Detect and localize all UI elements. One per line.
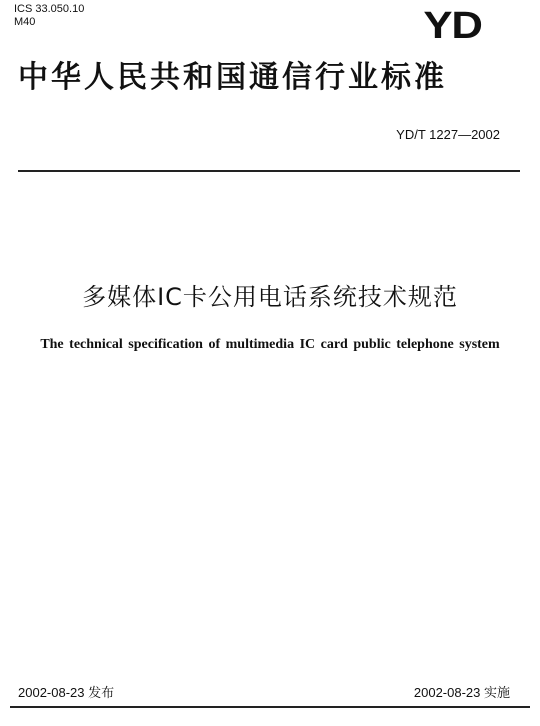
publish-date: 2002-08-23 发布	[18, 685, 115, 700]
ics-code: ICS 33.050.10	[14, 3, 85, 15]
standard-title: 中华人民共和国通信行业标准	[18, 60, 447, 95]
yd-logo: YD	[423, 5, 482, 47]
standard-number: YD/T 1227—2002	[396, 127, 500, 142]
classification-code: M40	[14, 16, 36, 28]
chinese-title: 多媒体IC卡公用电话系统技术规范	[82, 283, 458, 311]
english-title: The technical specification of multimedia IC card public telephone system	[40, 337, 500, 352]
bottom-divider	[10, 706, 530, 708]
top-divider	[18, 170, 520, 172]
implement-date: 2002-08-23 实施	[413, 685, 510, 700]
